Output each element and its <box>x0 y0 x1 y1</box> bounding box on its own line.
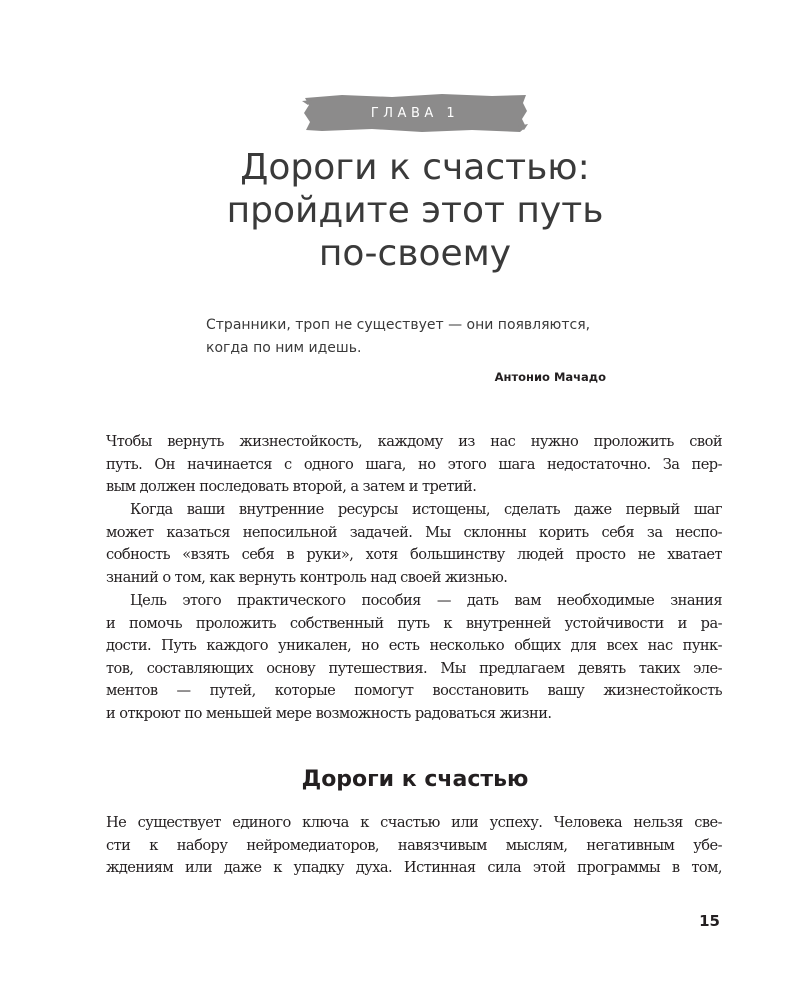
page-number: 15 <box>699 912 720 930</box>
body-paragraph <box>106 812 722 880</box>
text-line: и откроют по меньшей мере возможность радоваться жизни. <box>106 704 552 722</box>
chapter-label: ГЛАВА 1 <box>370 105 460 121</box>
text-line: Не существует единого ключа к счастью или успеху. Человека нельзя све- <box>106 814 722 831</box>
text-line: ментов — путей, которые помогут восстановить вашу жизнестойкость <box>106 682 722 700</box>
body-paragraph <box>106 431 722 499</box>
section-heading: Дороги к счастью <box>301 767 529 792</box>
text-line: Цель этого практического пособия — дать вам необходимые знания <box>130 592 722 609</box>
text-line: дости. Путь каждого уникален, но есть несколько общих для всех нас пунк- <box>106 637 722 655</box>
text-line: собность «взять себя в руки», хотя большинству людей просто не хватает <box>106 546 722 564</box>
title-line: по-своему <box>318 233 512 274</box>
epigraph-line: Странники, троп не существует — они появляются, <box>206 317 591 333</box>
epigraph-author: Антонио Мачадо <box>494 370 606 384</box>
chapter-banner <box>302 93 528 133</box>
text-line: Чтобы вернуть жизнестойкость, каждому из нас нужно проложить свой <box>106 433 722 450</box>
chapter-title <box>0 146 800 275</box>
title-line: Дороги к счастью: <box>240 147 590 188</box>
text-line: вым должен последовать второй, а затем и третий. <box>106 478 477 496</box>
body-paragraph <box>106 590 722 726</box>
text-line: путь. Он начинается с одного шага, но этого шага недостаточно. За пер- <box>106 455 722 473</box>
text-line: Когда ваши внутренние ресурсы истощены, сделать даже первый шаг <box>130 501 722 518</box>
body-paragraph <box>106 499 722 589</box>
text-line: знаний о том, как вернуть контроль над своей жизнью. <box>106 568 508 586</box>
text-line: и помочь проложить собственный путь к внутренней устойчивости и ра- <box>106 614 722 632</box>
text-line: сти к набору нейромедиаторов, навязчивым мыслям, негативным убе- <box>106 836 722 854</box>
title-line: пройдите этот путь <box>226 190 604 231</box>
epigraph-line: когда по ним идешь. <box>206 340 362 356</box>
text-line: может казаться непосильной задачей. Мы склонны корить себя за неспо- <box>106 523 722 541</box>
text-line: тов, составляющих основу путешествия. Мы предлагаем девять таких эле- <box>106 659 722 677</box>
epigraph <box>206 314 646 360</box>
text-line: ждениям или даже к упадку духа. Истинная сила этой программы в том, <box>106 859 722 877</box>
